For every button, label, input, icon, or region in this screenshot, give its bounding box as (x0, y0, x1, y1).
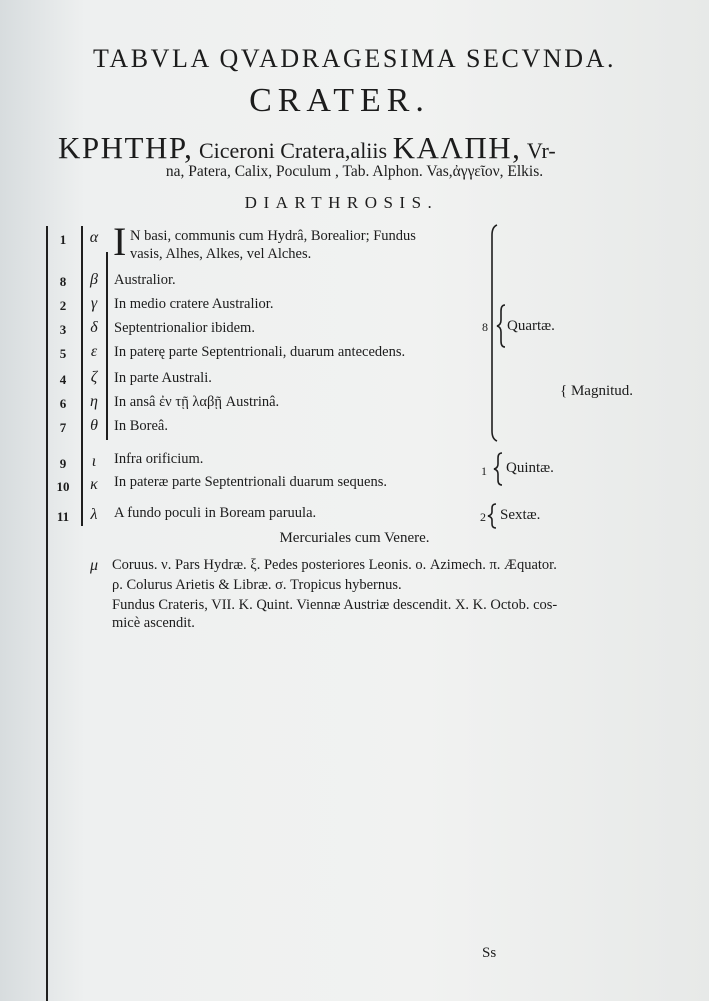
star-description: In medio cratere Australior. (114, 296, 274, 312)
quartae-label: Quartæ. (507, 318, 555, 334)
vr-text: Vr- (521, 138, 556, 163)
table-title: TABVLA QVADRAGESIMA SECVNDA. (92, 44, 617, 73)
star-description: Infra orificium. (114, 451, 204, 467)
sextae-brace (488, 504, 496, 528)
quintae-label: Quintæ. (506, 460, 554, 476)
note-line: micè ascendit. (112, 615, 195, 631)
sextae-label: Sextæ. (500, 507, 541, 523)
brace-strokes (488, 225, 505, 528)
star-number: 5 (59, 346, 67, 361)
star-letter: λ (90, 506, 98, 523)
magnitud-text: Magnitud. (570, 383, 634, 399)
star-letter: β (90, 271, 98, 288)
star-number: 7 (59, 420, 67, 435)
star-number: 1 (59, 232, 67, 247)
star-number: 8 (59, 274, 67, 289)
star-letter: γ (90, 295, 98, 312)
star-description: In Boreâ. (114, 418, 168, 434)
star-description: In pateræ parte Septentrionali duarum sequens. (114, 474, 388, 490)
star-number: 10 (56, 479, 70, 494)
star-description: vasis, Alhes, Alkes, vel Alches. (130, 246, 312, 262)
greek-kalpi: ΚΑΛΠΗ, (392, 130, 522, 165)
sextae-count: 2 (480, 510, 486, 524)
mercuriales-line: Mercuriales cum Venere. (279, 530, 430, 546)
star-number: 3 (59, 322, 67, 337)
cicero-text: Ciceroni Cratera,aliis (193, 138, 393, 163)
star-letter: η (90, 393, 98, 410)
star-number: 6 (59, 396, 67, 411)
quintae-count: 1 (481, 464, 487, 478)
signature-mark: Ss (482, 945, 497, 961)
section-heading: DIARTHROSIS. (244, 193, 439, 212)
star-letter: θ (90, 417, 98, 434)
star-description: Septentrionalior ibidem. (114, 320, 255, 336)
greek-name: ΚΡΗΤΗΡ, (58, 130, 194, 165)
star-description: Australior. (114, 272, 176, 288)
drop-cap: I (113, 219, 127, 264)
star-letter: ε (90, 343, 98, 360)
quintae-brace (494, 453, 502, 485)
star-letter: κ (90, 476, 98, 493)
star-description: N basi, communis cum Hydrâ, Borealior; Fundus (130, 228, 416, 244)
star-letter: δ (90, 319, 98, 336)
note-line: Coruus. ν. Pars Hydræ. ξ. Pedes posteriores Leonis. ο. Azimech. π. Æquator. (112, 557, 557, 573)
star-description: In ansâ ἐν τῇ λαβῇ Austrinâ. (114, 394, 280, 410)
star-description: In paterę parte Septentrionali, duarum antecedens. (114, 344, 406, 360)
star-number: 11 (56, 509, 70, 524)
star-description: A fundo poculi in Boream paruula. (114, 505, 317, 521)
star-number: 2 (59, 298, 67, 313)
star-letter: α (89, 229, 99, 246)
alternate-names: na, Patera, Calix, Poculum , Tab. Alphon. Vas,ἀγγεῖον, Elkis. (165, 163, 544, 180)
note-line: Fundus Crateris, VII. K. Quint. Viennæ Austriæ descendit. X. K. Octob. cos- (112, 597, 558, 613)
quartae-count: 8 (482, 320, 488, 334)
big-left-bracket (492, 225, 497, 441)
constellation-title: CRATER. (249, 82, 430, 119)
note-line: ρ. Colurus Arietis & Libræ. σ. Tropicus hybernus. (112, 577, 402, 593)
star-letter: ι (91, 453, 97, 470)
star-number: 9 (59, 456, 67, 471)
magnitud-label: { Magnitud. (560, 383, 634, 399)
mu-letter: μ (89, 557, 99, 574)
quartae-brace (497, 305, 505, 347)
star-number: 4 (59, 372, 67, 387)
star-description: In parte Australi. (114, 370, 212, 386)
star-letter: ζ (90, 369, 98, 386)
